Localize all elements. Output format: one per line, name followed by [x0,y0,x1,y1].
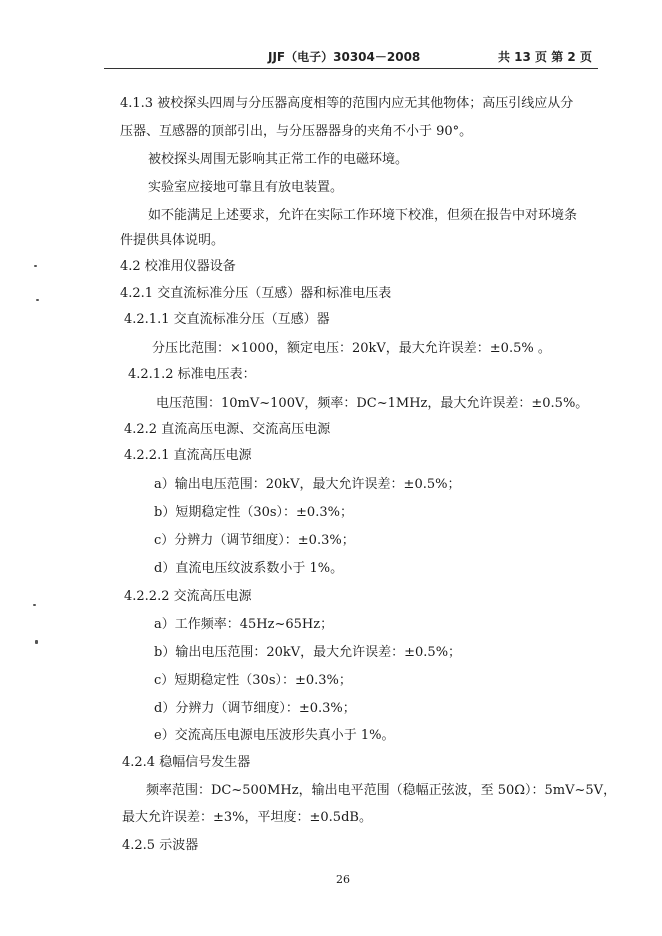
clause-4-1-3-cont: 压器、互感器的顶部引出，与分压器器身的夹角不小于 90°。 [120,124,473,139]
spec-line: 电压范围：10mV~100V，频率：DC~1MHz，最大允许误差：±0.5%。 [156,396,589,411]
subsection-heading: 4.2.1 交直流标准分压（互感）器和标准电压表 [120,286,392,301]
list-item: a）输出电压范围：20kV，最大允许误差：±0.5%； [154,477,461,492]
subsection-heading: 4.2.5 示波器 [122,838,199,853]
paragraph: 如不能满足上述要求，允许在实际工作环境下校准，但须在报告中对环境条 [148,208,578,223]
scan-speck [34,265,37,267]
list-item: e）交流高压电源电压波形失真小于 1%。 [154,728,395,743]
item-heading: 4.2.2.2 交流高压电源 [124,589,252,604]
header-rule [104,68,598,69]
paragraph-cont: 件提供具体说明。 [120,233,225,248]
scan-speck [36,299,39,301]
section-heading: 4.2 校准用仪器设备 [120,259,236,274]
item-heading: 4.2.1.1 交直流标准分压（互感）器 [124,312,330,327]
list-item: d）直流电压纹波系数小于 1%。 [154,561,344,576]
list-item: c）短期稳定性（30s）：±0.3%； [154,673,352,688]
list-item: a）工作频率：45Hz~65Hz； [154,617,334,632]
scan-speck [35,640,38,644]
list-item: b）短期稳定性（30s）：±0.3%； [154,505,353,520]
paragraph: 被校探头周围无影响其正常工作的电磁环境。 [148,152,409,167]
spec-line: 频率范围：DC~500MHz，输出电平范围（稳幅正弦波，至 50Ω）：5mV~5V， [146,783,617,798]
subsection-heading: 4.2.2 直流高压电源、交流高压电源 [124,422,331,437]
spec-line: 分压比范围：×1000，额定电压：20kV，最大允许误差：±0.5% 。 [152,341,551,356]
item-heading: 4.2.2.1 直流高压电源 [124,448,252,463]
spec-line-cont: 最大允许误差：±3%，平坦度：±0.5dB。 [122,810,372,825]
scan-speck [33,604,36,606]
list-item: d）分辨力（调节细度）：±0.3%； [154,701,356,716]
list-item: b）输出电压范围：20kV，最大允许误差：±0.5%； [154,645,462,660]
item-heading: 4.2.1.2 标准电压表： [128,367,256,382]
page-number: 26 [336,873,350,886]
paragraph: 实验室应接地可靠且有放电装置。 [148,180,344,195]
subsection-heading: 4.2.4 稳幅信号发生器 [122,755,251,770]
list-item: c）分辨力（调节细度）：±0.3%； [154,533,355,548]
clause-4-1-3: 4.1.3 被校探头四周与分压器高度相等的范围内应无其他物体；高压引线应从分 [120,96,574,111]
standard-code: JJF（电子）30304－2008 [268,50,421,64]
page-count: 共 13 页 第 2 页 [498,50,592,64]
